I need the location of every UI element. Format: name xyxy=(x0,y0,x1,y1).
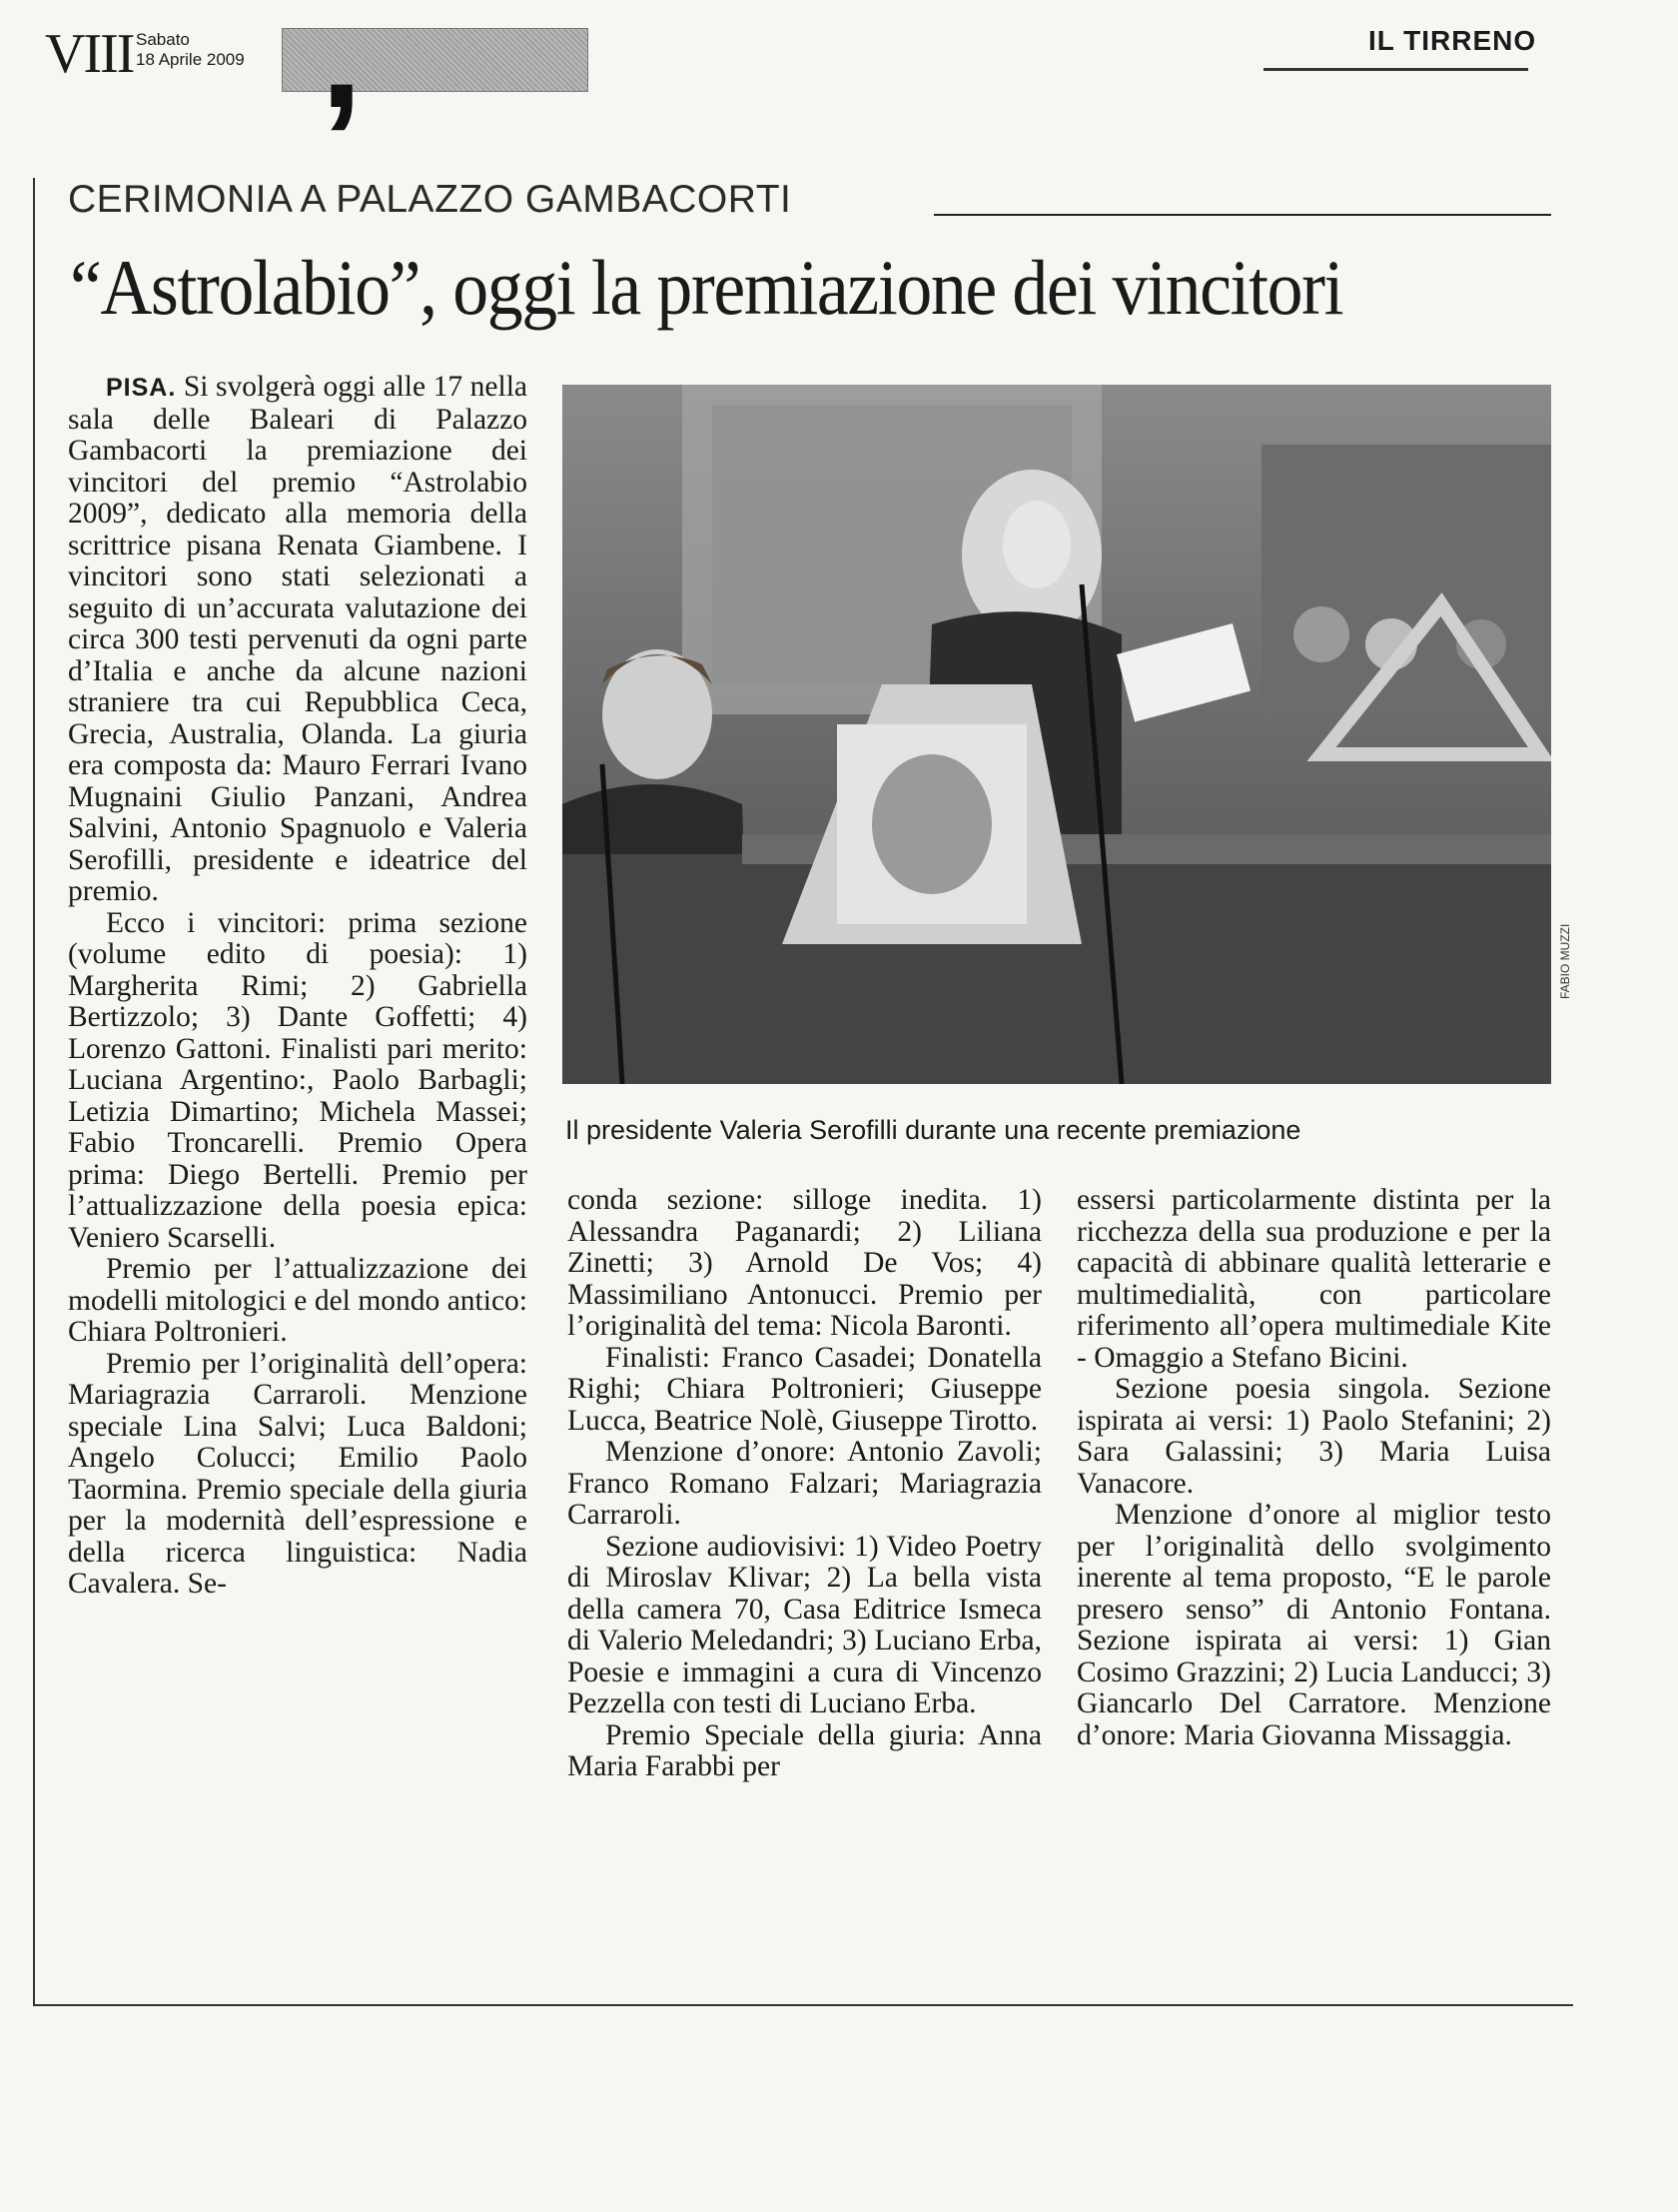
paragraph xyxy=(68,372,527,908)
paragraph: Ecco i vincitori: prima sezione (volume edito di poesia): 1) Margherita Rimi; 2) Gabriella Bertizzolo; 3) Dante Goffetti; 4) Lorenzo Gattoni. Finalisti pari merito: Luciana Argentino:, Paolo Barbagli; Letizia Dimartino; Michela Massei; Fabio Troncarelli. Premio Opera prima: Diego Bertelli. Premio per l’attualizzazione della poesia epica: Veniero Scarselli. xyxy=(68,906,527,1254)
issue-day: Sabato xyxy=(136,30,190,49)
paragraph: Sezione poesia singola. Sezione ispirata ai versi: 1) Paolo Stefanini; 2) Sara Galassini; 3) Maria Luisa Vanacore. xyxy=(1077,1373,1551,1500)
article-photo xyxy=(562,385,1551,1084)
kicker-rule xyxy=(934,214,1551,216)
paragraph: essersi particolarmente distinta per la ricchezza della sua produzione e per la capacità di abbinare qualità letterarie e multimedialità, con particolare riferimento all’opera multimediale Kite - Omaggio a Stefano Bicini. xyxy=(1077,1184,1551,1374)
article-column-1 xyxy=(68,372,527,1601)
paragraph: Sezione audiovisivi: 1) Video Poetry di Miroslav Klivar; 2) La bella vista della camera 70, Casa Editrice Ismeca di Valerio Meledandri; 3) Luciano Erba, Poesie e immagini a cura di Vincenzo Pezzella con testi di Luciano Erba. xyxy=(567,1530,1042,1719)
article-column-2 xyxy=(567,1185,1042,1783)
paragraph: Menzione d’onore al miglior testo per l’originalità dello svolgimento inerente al tema proposto, “E le parole presero senso” di Antonio Fontana. Sezione ispirata ai versi: 1) Gian Cosimo Grazzini; 2) Lucia Landucci; 3) Giancarlo Del Carratore. Menzione d’onore: Maria Giovanna Missaggia. xyxy=(1077,1499,1551,1751)
paragraph: Finalisti: Franco Casadei; Donatella Righi; Chiara Poltronieri; Giuseppe Lucca, Beatrice Nolè, Giuseppe Tirotto. xyxy=(567,1341,1042,1437)
photo-caption: Il presidente Valeria Serofilli durante una recente premiazione xyxy=(565,1115,1301,1145)
masthead-graphic xyxy=(282,0,588,139)
award-ceremony-photo xyxy=(562,385,1551,1084)
masthead-rule xyxy=(1263,68,1528,71)
article-headline: “Astrolabio”, oggi la premiazione dei vincitori xyxy=(70,244,1343,331)
page-number: VIII xyxy=(45,23,134,85)
newspaper-name: IL TIRRENO xyxy=(1368,25,1537,56)
paragraph: conda sezione: silloge inedita. 1) Alessandra Paganardi; 2) Liliana Zinetti; 3) Arnold De Vos; 4) Massimiliano Antonucci. Premio per l’originalità del tema: Nicola Baronti. xyxy=(567,1184,1042,1342)
issue-full-date: 18 Aprile 2009 xyxy=(136,50,245,69)
paragraph: Premio per l’originalità dell’opera: Mariagrazia Carraroli. Menzione speciale Lina Salvi; Luca Baldoni; Angelo Colucci; Emilio Paolo Taormina. Premio speciale della giuria per la modernità dell’espressione e della ricerca linguistica: Nadia Cavalera. Se- xyxy=(68,1347,527,1600)
paragraph-text: Si svolgerà oggi alle 17 nella sala delle Baleari di Palazzo Gambacorti la premiazione dei vincitori del premio “Astrolabio 2009”, dedicato alla memoria della scrittrice pisana Renata Giambene. I vincitori sono stati selezionati a seguito di un’accurata valutazione dei circa 300 testi pervenuti da ogni parte d’Italia e anche da alcune nazioni straniere tra cui Repubblica Ceca, Grecia, Australia, Olanda. La giuria era composta da: Mauro Ferrari Ivano Mugnaini Giulio Panzani, Andrea Salvini, Antonio Spagnuolo e Valeria Serofilli, presidente e ideatrice del premio. xyxy=(68,371,528,907)
paragraph: Premio Speciale della giuria: Anna Maria Farabbi per xyxy=(567,1718,1042,1782)
masthead-comma-ornament: , xyxy=(321,0,363,139)
paragraph: Premio per l’attualizzazione dei modelli mitologici e del mondo antico: Chiara Poltronieri. xyxy=(68,1253,527,1348)
issue-date xyxy=(136,30,245,70)
article-kicker: CERIMONIA A PALAZZO GAMBACORTI xyxy=(68,178,792,221)
photo-credit: FABIO MUZZI xyxy=(1558,923,1572,999)
article-column-3 xyxy=(1077,1185,1551,1751)
dateline: PISA. xyxy=(106,374,177,402)
paragraph: Menzione d’onore: Antonio Zavoli; Franco Romano Falzari; Mariagrazia Carraroli. xyxy=(567,1436,1042,1531)
